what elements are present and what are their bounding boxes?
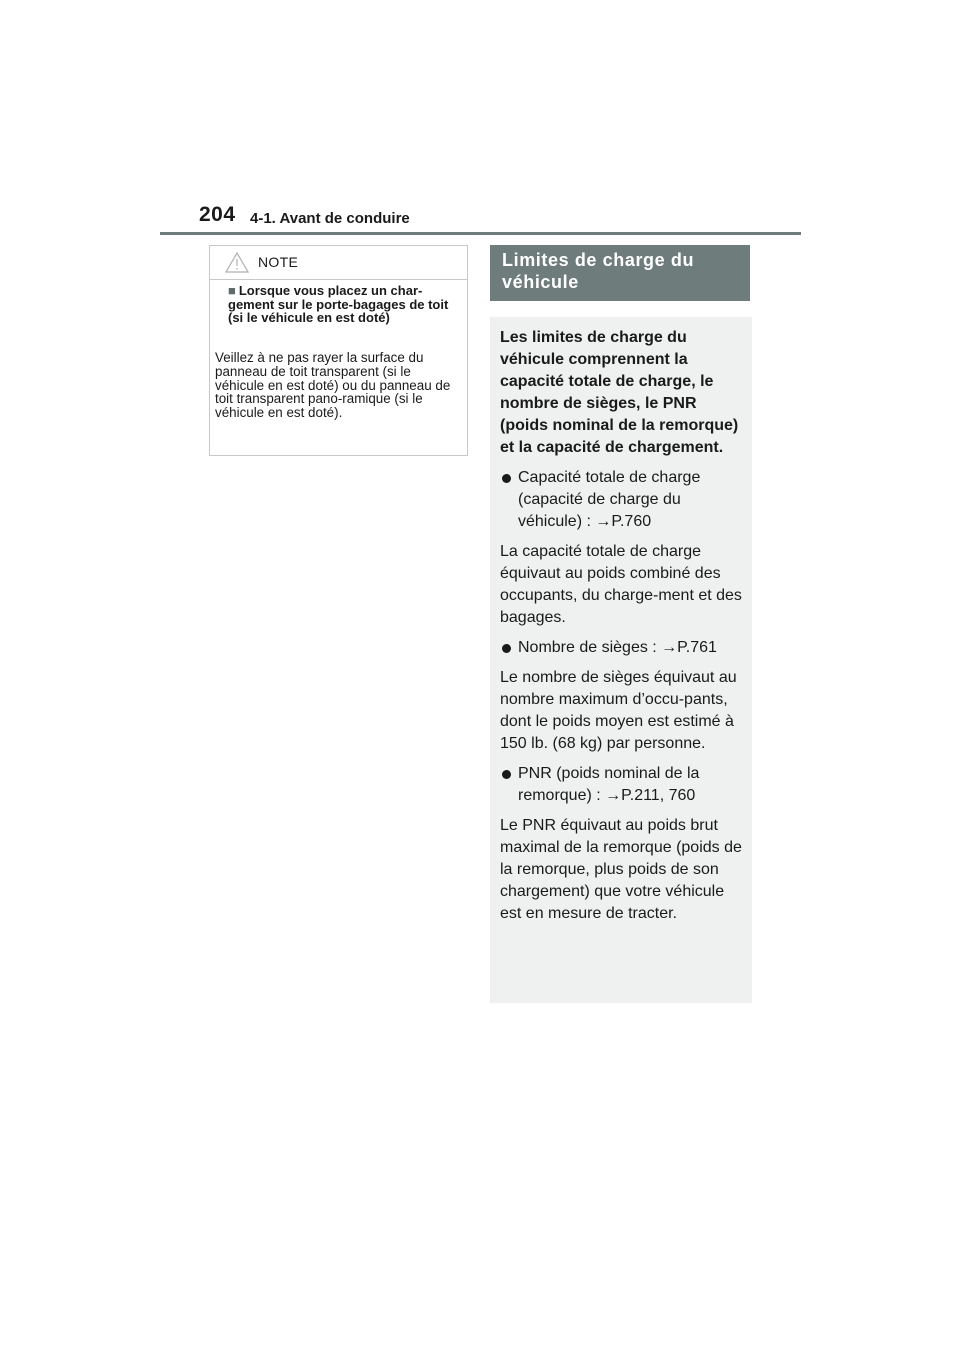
section-header: 4-1. Avant de conduire	[250, 210, 410, 227]
note-title	[228, 284, 460, 325]
limits-intro: Les limites de charge du véhicule comprennent la capacité totale de charge, le nombre de sièges, le PNR (poids nominal de la remorque) et la capacité de chargement.	[500, 329, 739, 456]
note-label: NOTE	[258, 254, 299, 270]
limits-panel	[490, 317, 752, 1003]
page-number: 204	[199, 203, 236, 226]
limit-item-description: Le PNR équivaut au poids brut maximal de la remorque (poids de la remorque, plus poids de son chargement) que votre véhicule est en mesure de tracter.	[500, 817, 742, 922]
limit-item-pnr	[500, 763, 742, 807]
bullet-dot-icon	[502, 474, 511, 483]
note-title-text: Lorsque vous placez un char-gement sur le porte-bagages de toit (si le véhicule en est doté)	[228, 283, 449, 326]
limit-item-label: Nombre de sièges : →P.761	[518, 639, 717, 656]
limit-item-label: PNR (poids nominal de la remorque) : →P.211, 760	[518, 765, 700, 804]
limit-item-description: Le nombre de sièges équivaut au nombre maximum d’occu-pants, dont le poids moyen est estimé à 150 lb. (68 kg) par personne.	[500, 669, 737, 752]
bullet-dot-icon	[502, 644, 511, 653]
limit-item-label: Capacité totale de charge (capacité de charge du véhicule) : →P.760	[518, 469, 701, 530]
limits-title: Limites de charge du véhicule	[490, 245, 750, 301]
bullet-square-icon: ■	[228, 283, 236, 298]
limit-item-total-capacity	[500, 467, 742, 533]
limit-item-description: La capacité totale de charge équivaut au poids combiné des occupants, du charge-ment et des bagages.	[500, 543, 742, 626]
header-divider	[160, 232, 801, 235]
bullet-dot-icon	[502, 770, 511, 779]
note-box	[209, 245, 468, 456]
limit-item-seats	[500, 637, 742, 659]
note-body: Veillez à ne pas rayer la surface du panneau de toit transparent (si le véhicule en est doté) ou du panneau de toit transparent pano-ramique (si le véhicule en est doté).	[215, 350, 451, 421]
note-header	[210, 246, 467, 280]
warning-triangle-icon	[225, 252, 249, 273]
